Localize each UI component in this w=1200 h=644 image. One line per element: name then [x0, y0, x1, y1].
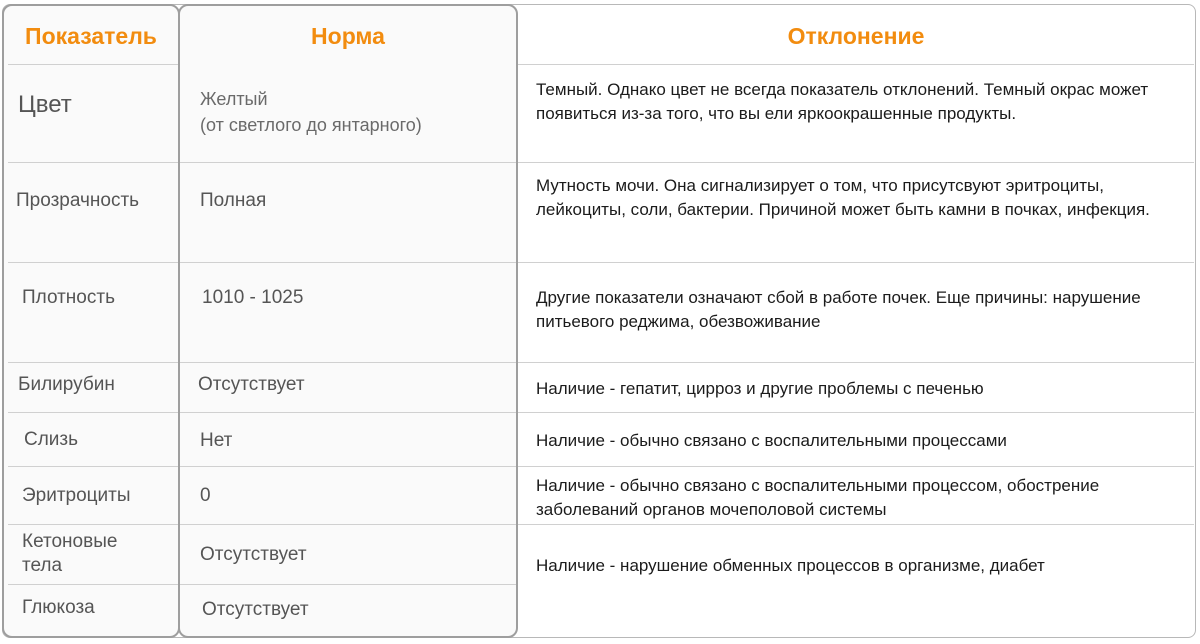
deviation-density: Другие показатели означают сбой в работе почек. Еще причины: нарушение питьевого реджима, обезвоживание	[536, 288, 1141, 331]
row-divider	[180, 162, 516, 163]
row-divider	[518, 466, 1194, 467]
deviation-transparency: Мутность мочи. Она сигнализирует о том, что присутсвуют эритроциты, лейкоциты, соли, бактерии. Причиной может быть камни в почках, инфекция.	[536, 176, 1150, 219]
norm-transparency: Полная	[200, 190, 267, 211]
row-divider	[518, 162, 1194, 163]
norm-color	[200, 86, 422, 138]
header-norm: Норма	[311, 22, 385, 49]
indicator-transparency: Прозрачность	[16, 190, 140, 211]
row-divider	[180, 584, 516, 585]
row-divider	[180, 524, 516, 525]
indicator-density: Плотность	[22, 287, 115, 308]
header-deviation: Отклонение	[787, 22, 925, 49]
indicator-erythrocytes: Эритроциты	[22, 485, 131, 506]
row-divider	[180, 466, 516, 467]
row-divider	[8, 262, 178, 263]
norm-density: 1010 - 1025	[202, 287, 304, 308]
header-indicator: Показатель	[25, 22, 157, 49]
row-divider	[518, 412, 1194, 413]
row-divider	[180, 262, 516, 263]
indicator-ketones: Кетоновые тела	[22, 531, 118, 576]
norm-glucose: Отсутствует	[202, 599, 309, 620]
row-divider	[8, 466, 178, 467]
deviation-bilirubin: Наличие - гепатит, цирроз и другие проблемы с печенью	[536, 379, 984, 398]
indicator-color: Цвет	[18, 91, 72, 118]
row-divider	[518, 524, 1194, 525]
row-divider	[8, 64, 178, 65]
indicator-glucose: Глюкоза	[22, 597, 95, 618]
row-divider	[8, 584, 178, 585]
norm-color-main: Желтый	[200, 89, 268, 109]
row-divider	[8, 524, 178, 525]
deviation-color: Темный. Однако цвет не всегда показатель отклонений. Темный окрас может появиться из-за того, что вы ели яркоокрашенные продукты.	[536, 80, 1149, 123]
row-divider	[180, 412, 516, 413]
deviation-erythrocytes: Наличие - обычно связано с воспалительными процессом, обострение заболеваний органов мочеполовой системы	[536, 476, 1100, 519]
deviation-mucus: Наличие - обычно связано с воспалительными процессами	[536, 431, 1007, 450]
norm-ketones: Отсутствует	[200, 544, 307, 565]
norm-bilirubin: Отсутствует	[198, 374, 305, 395]
deviation-ketones-glucose: Наличие - нарушение обменных процессов в организме, диабет	[536, 556, 1045, 575]
row-divider	[8, 162, 178, 163]
row-divider	[8, 412, 178, 413]
row-divider	[8, 362, 178, 363]
indicator-bilirubin: Билирубин	[18, 374, 115, 395]
norm-mucus: Нет	[200, 430, 233, 451]
row-divider	[518, 64, 1194, 65]
norm-color-sub: (от светлого до янтарного)	[200, 115, 422, 135]
row-divider	[518, 362, 1194, 363]
row-divider	[180, 362, 516, 363]
norm-erythrocytes: 0	[200, 485, 211, 506]
indicator-mucus: Слизь	[24, 429, 79, 450]
row-divider	[518, 262, 1194, 263]
